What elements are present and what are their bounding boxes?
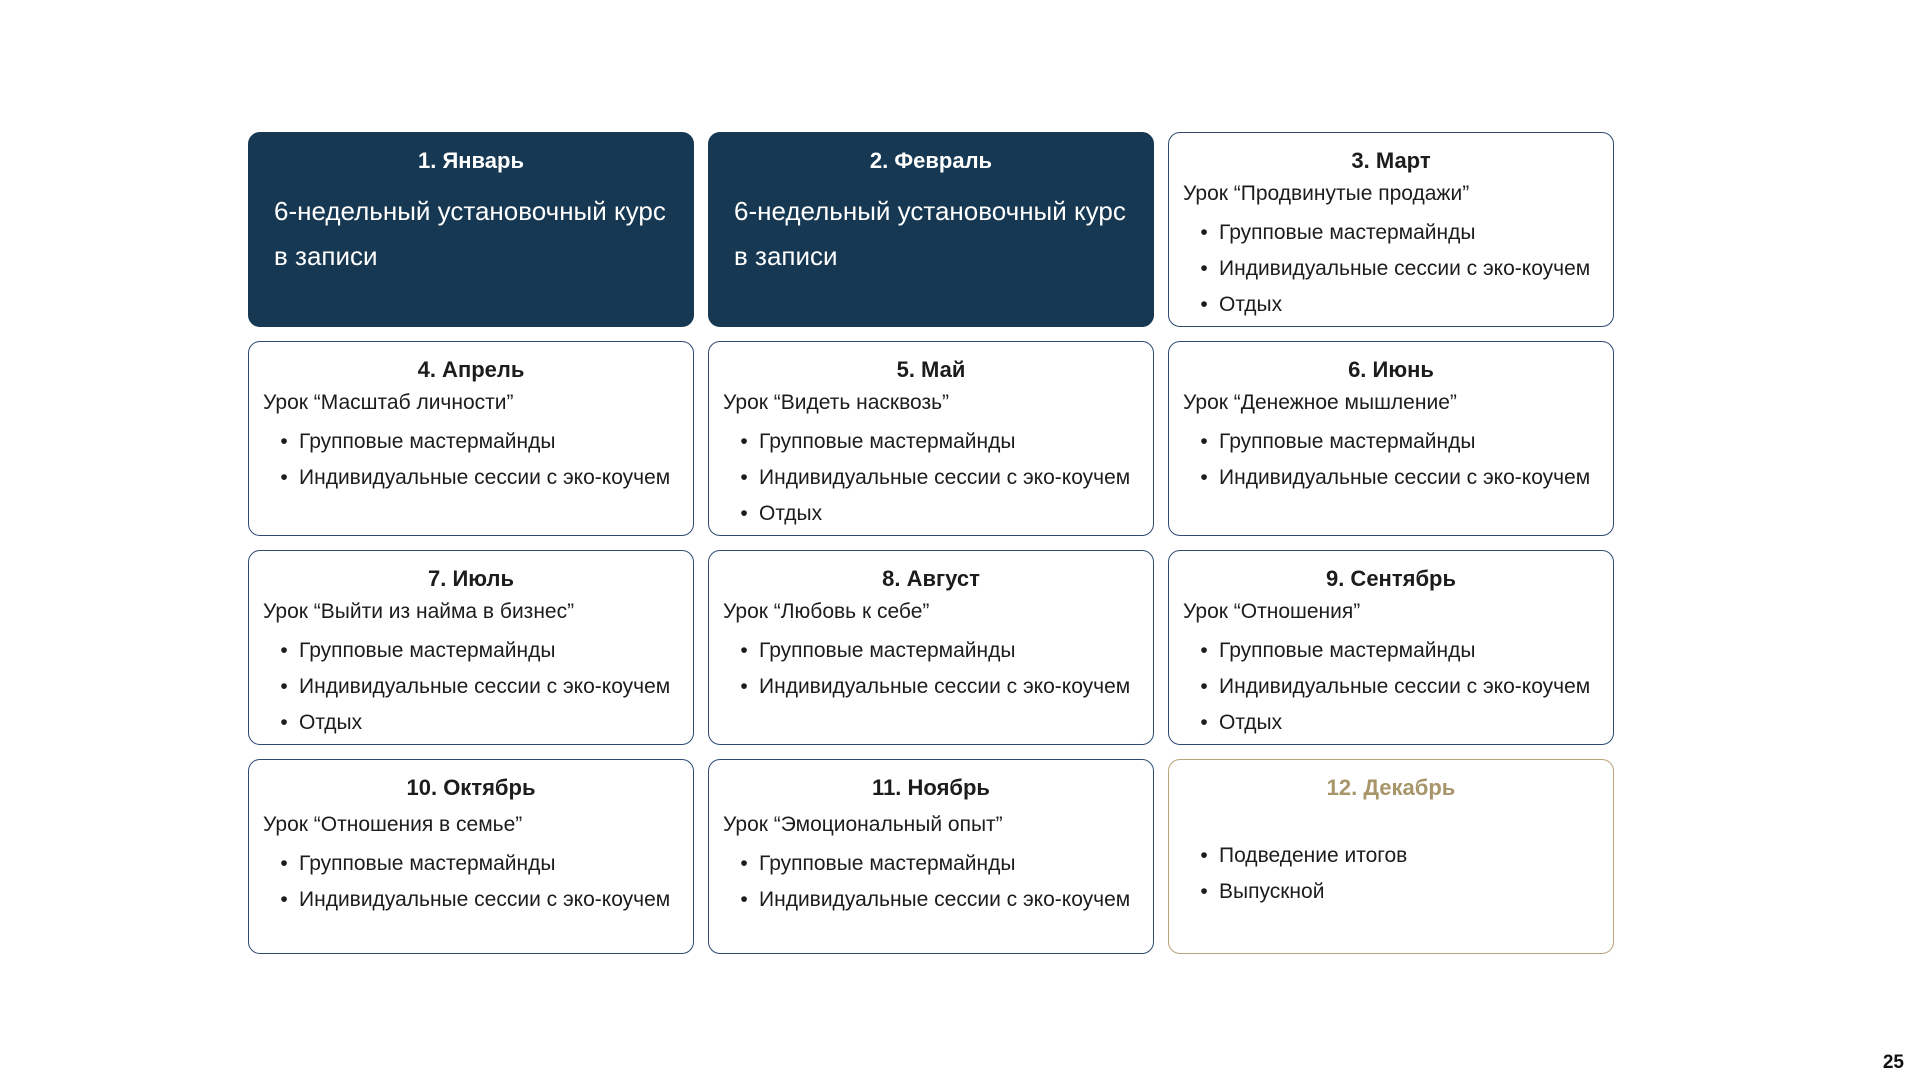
lesson-title: Урок “Видеть насквозь” bbox=[723, 391, 950, 414]
lesson-title: Урок “Эмоциональный опыт” bbox=[723, 813, 1003, 836]
bullet-icon: • bbox=[1200, 257, 1208, 280]
bullet-icon: • bbox=[280, 639, 288, 662]
list-item: • Групповые мастермайнды bbox=[277, 424, 679, 460]
list-item: • Отдых bbox=[737, 496, 1139, 532]
bullet-icon: • bbox=[280, 711, 288, 734]
month-card-january bbox=[248, 132, 694, 327]
bullet-icon: • bbox=[740, 675, 748, 698]
month-title: 3. Март bbox=[1351, 148, 1431, 173]
bullet-icon: • bbox=[280, 430, 288, 453]
page-number: 25 bbox=[1882, 1052, 1904, 1073]
lesson-title: Урок “Отношения в семье” bbox=[263, 813, 523, 836]
month-card-september bbox=[1168, 550, 1614, 745]
bullet-icon: • bbox=[740, 639, 748, 662]
month-title: 11. Ноябрь bbox=[872, 775, 990, 800]
lesson-title: Урок “Отношения” bbox=[1183, 600, 1361, 623]
bullet-icon: • bbox=[740, 430, 748, 453]
list-item: • Групповые мастермайнды bbox=[737, 424, 1139, 460]
lesson-title: Урок “Выйти из найма в бизнес” bbox=[263, 600, 575, 623]
course-description: 6-недельный установочный курс в записи bbox=[274, 196, 666, 271]
month-title: 5. Май bbox=[896, 357, 966, 382]
lesson-title: Урок “Любовь к себе” bbox=[723, 600, 930, 623]
course-description: 6-недельный установочный курс в записи bbox=[734, 196, 1126, 271]
bullet-icon: • bbox=[1200, 675, 1208, 698]
list-item: • Подведение итогов bbox=[1197, 838, 1599, 874]
activity-list bbox=[263, 846, 679, 918]
activity-list bbox=[1183, 424, 1599, 496]
list-item: • Индивидуальные сессии с эко-коучем bbox=[1197, 460, 1599, 496]
month-card-july bbox=[248, 550, 694, 745]
month-title: 4. Апрель bbox=[417, 357, 525, 382]
month-title: 6. Июнь bbox=[1348, 357, 1434, 382]
list-item: • Групповые мастермайнды bbox=[1197, 215, 1599, 251]
bullet-icon: • bbox=[1200, 430, 1208, 453]
bullet-icon: • bbox=[740, 852, 748, 875]
bullet-icon: • bbox=[1200, 293, 1208, 316]
list-item: • Групповые мастермайнды bbox=[1197, 633, 1599, 669]
activity-list bbox=[263, 424, 679, 496]
month-card-may bbox=[708, 341, 1154, 536]
month-card-february bbox=[708, 132, 1154, 327]
bullet-icon: • bbox=[740, 502, 748, 525]
bullet-icon: • bbox=[740, 888, 748, 911]
list-item: • Индивидуальные сессии с эко-коучем bbox=[277, 669, 679, 705]
activity-list bbox=[723, 424, 1139, 532]
month-card-november bbox=[708, 759, 1154, 954]
bullet-icon: • bbox=[280, 888, 288, 911]
list-item: • Отдых bbox=[1197, 705, 1599, 741]
activity-list bbox=[1183, 633, 1599, 741]
activity-list bbox=[723, 846, 1139, 918]
bullet-icon: • bbox=[280, 852, 288, 875]
activity-list bbox=[1183, 215, 1599, 323]
bullet-icon: • bbox=[1200, 880, 1208, 903]
month-title: 12. Декабрь bbox=[1326, 775, 1456, 800]
month-grid bbox=[248, 132, 1614, 954]
list-item: • Групповые мастермайнды bbox=[737, 846, 1139, 882]
month-title: 2. Февраль bbox=[869, 148, 993, 173]
month-card-march bbox=[1168, 132, 1614, 327]
month-title: 1. Январь bbox=[418, 148, 524, 173]
list-item: • Отдых bbox=[1197, 287, 1599, 323]
month-title: 8. Август bbox=[882, 566, 980, 591]
list-item: • Отдых bbox=[277, 705, 679, 741]
lesson-title: Урок “Денежное мышление” bbox=[1183, 391, 1457, 414]
month-title: 10. Октябрь bbox=[406, 775, 536, 800]
list-item: • Индивидуальные сессии с эко-коучем bbox=[737, 669, 1139, 705]
bullet-icon: • bbox=[1200, 466, 1208, 489]
list-item: • Выпускной bbox=[1197, 874, 1599, 910]
list-item: • Индивидуальные сессии с эко-коучем bbox=[1197, 669, 1599, 705]
bullet-icon: • bbox=[1200, 221, 1208, 244]
activity-list bbox=[1183, 838, 1599, 910]
bullet-icon: • bbox=[280, 466, 288, 489]
month-card-august bbox=[708, 550, 1154, 745]
list-item: • Индивидуальные сессии с эко-коучем bbox=[277, 460, 679, 496]
month-card-april bbox=[248, 341, 694, 536]
activity-list bbox=[263, 633, 679, 741]
list-item: • Групповые мастермайнды bbox=[277, 633, 679, 669]
activity-list bbox=[723, 633, 1139, 705]
list-item: • Индивидуальные сессии с эко-коучем bbox=[737, 882, 1139, 918]
bullet-icon: • bbox=[740, 466, 748, 489]
list-item: • Групповые мастермайнды bbox=[737, 633, 1139, 669]
month-card-december bbox=[1168, 759, 1614, 954]
month-card-june bbox=[1168, 341, 1614, 536]
list-item: • Групповые мастермайнды bbox=[277, 846, 679, 882]
month-card-october bbox=[248, 759, 694, 954]
bullet-icon: • bbox=[280, 675, 288, 698]
month-title: 9. Сентябрь bbox=[1325, 566, 1457, 591]
lesson-title: Урок “Масштаб личности” bbox=[263, 391, 514, 414]
bullet-icon: • bbox=[1200, 639, 1208, 662]
lesson-title: Урок “Продвинутые продажи” bbox=[1183, 182, 1470, 205]
list-item: • Групповые мастермайнды bbox=[1197, 424, 1599, 460]
list-item: • Индивидуальные сессии с эко-коучем bbox=[277, 882, 679, 918]
month-title: 7. Июль bbox=[427, 566, 514, 591]
list-item: • Индивидуальные сессии с эко-коучем bbox=[1197, 251, 1599, 287]
list-item: • Индивидуальные сессии с эко-коучем bbox=[737, 460, 1139, 496]
bullet-icon: • bbox=[1200, 711, 1208, 734]
bullet-icon: • bbox=[1200, 844, 1208, 867]
